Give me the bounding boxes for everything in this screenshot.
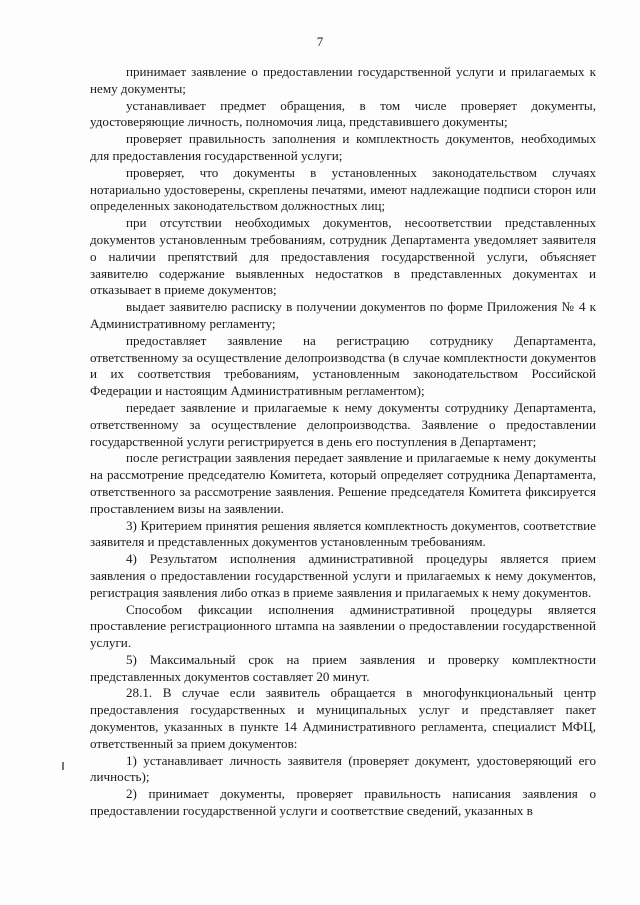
paragraph: предоставляет заявление на регистрацию сотруднику Департамента, ответственному за осуществление делопроизводства (в случае комплектности документов и их соответствия требованиям, установленным законодательством Российской Федерации и настоящим Административным регламентом); (90, 332, 596, 399)
paragraph: 3) Критерием принятия решения является комплектность документов, соответствие заявителя и представленных документов установленным требованиям. (90, 517, 596, 550)
paragraph: выдает заявителю расписку в получении документов по форме Приложения № 4 к Административному регламенту; (90, 299, 596, 331)
paragraph: проверяет, что документы в установленных законодательством случаях нотариально удостоверены, скреплены печатями, имеют надлежащие подписи сторон или определенных законодательством должностных лиц; (90, 164, 596, 214)
paragraph: устанавливает предмет обращения, в том числе проверяет документы, удостоверяющие личность, полномочия лица, представившего документы; (90, 97, 596, 130)
paragraph: 4) Результатом исполнения административной процедуры является прием заявления о предоставлении государственной услуги и прилагаемых к нему документов, регистрация заявления либо отказ в приеме заявления и прилагаемых к нему документов. (90, 551, 596, 600)
margin-mark (62, 762, 64, 770)
paragraph: 1) устанавливает личность заявителя (проверяет документ, удостоверяющий его личность); (90, 752, 596, 785)
document-body (90, 64, 596, 820)
paragraph: принимает заявление о предоставлении государственной услуги и прилагаемых к нему документы; (90, 64, 596, 96)
paragraph: Способом фиксации исполнения административной процедуры является проставление регистрационного штампа на заявлении о предоставлении государственной услуги. (90, 601, 596, 651)
paragraph: 2) принимает документы, проверяет правильность написания заявления о предоставлении государственной услуги и соответствие сведений, указанных в (90, 786, 596, 819)
paragraph: передает заявление и прилагаемые к нему документы сотруднику Департамента, ответственному за осуществление делопроизводства. Заявление о предоставлении государственной услуги регистрируется в день его поступления в Департамент; (90, 399, 596, 449)
paragraph: проверяет правильность заполнения и комплектность документов, необходимых для предоставления государственной услуги; (90, 131, 596, 163)
paragraph: после регистрации заявления передает заявление и прилагаемые к нему документы на рассмотрение председателю Комитета, который определяет сотрудника Департамента, ответственного за рассмотрение заявления. Решение председателя Комитета фиксируется проставлением визы на заявлении. (90, 450, 596, 516)
paragraph: при отсутствии необходимых документов, несоответствии представленных документов установленным требованиям, сотрудник Департамента уведомляет заявителя о наличии препятствий для предоставления государственной услуги, объясняет заявителю содержание выявленных недостатков в представленных документах и отказывает в приеме документов; (90, 215, 596, 298)
page-number: 7 (316, 34, 324, 49)
paragraph: 28.1. В случае если заявитель обращается в многофункциональный центр предоставления государственных и муниципальных услуг и представляет пакет документов, указанных в пункте 14 Административного регламента, специалист МФЦ, ответственный за прием документов: (90, 685, 596, 751)
paragraph: 5) Максимальный срок на прием заявления и проверку комплектности представленных документов составляет 20 минут. (90, 651, 596, 684)
